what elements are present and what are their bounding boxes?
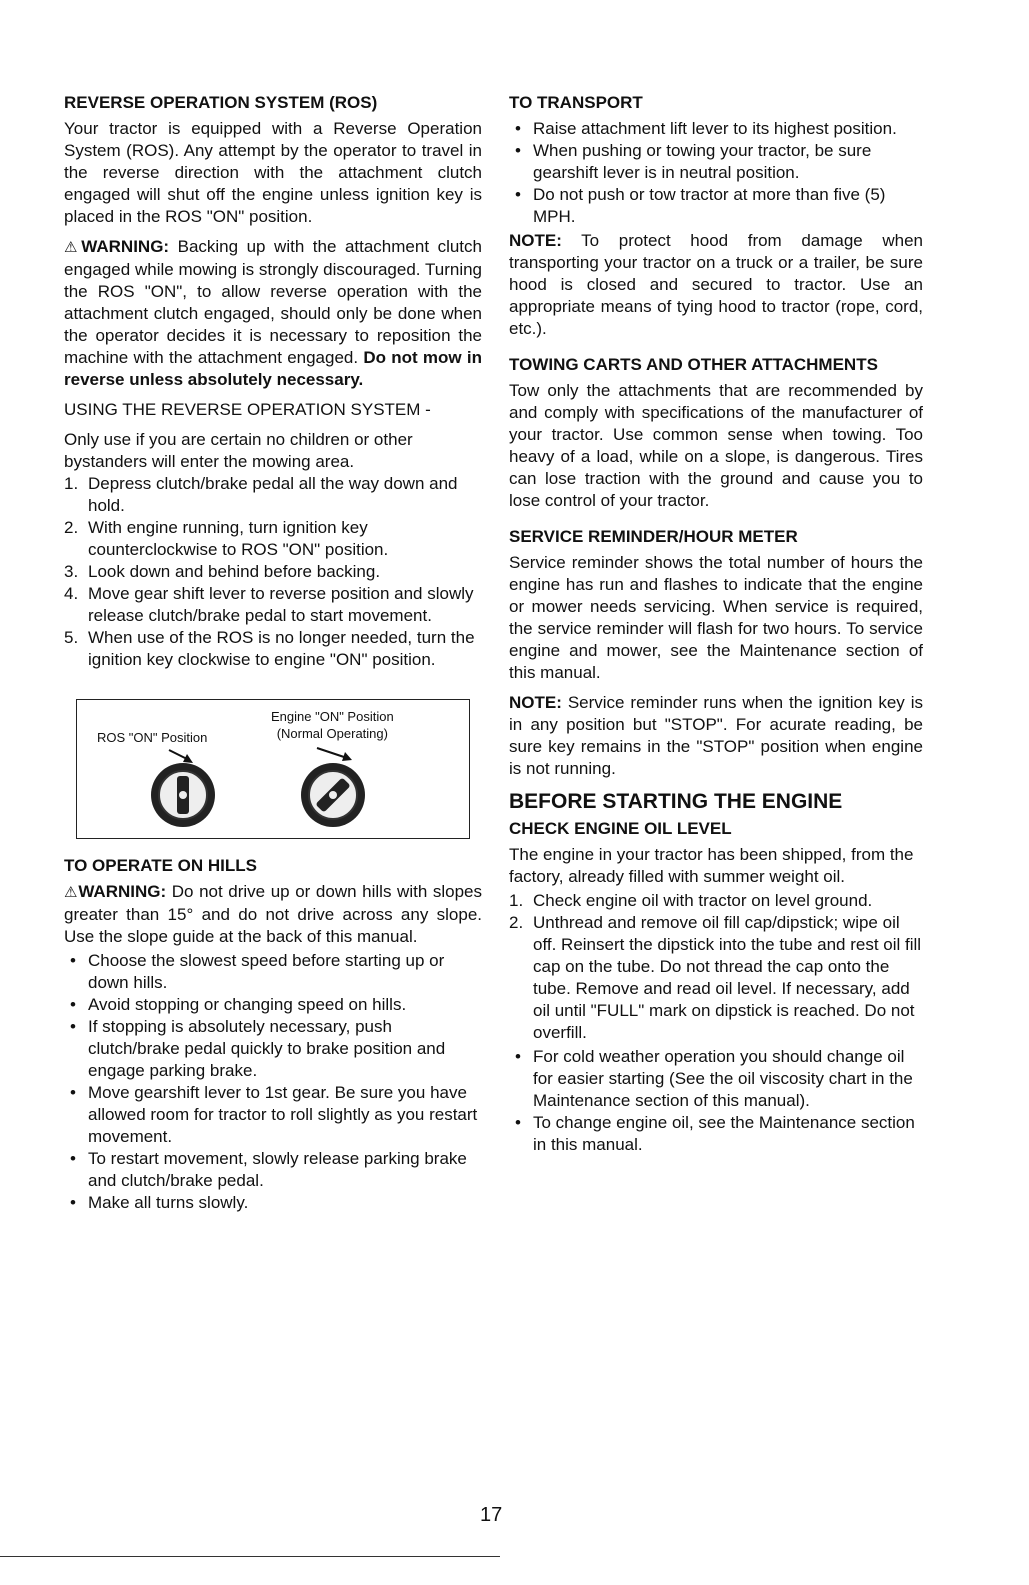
list-item: • Avoid stopping or changing speed on hills. [70, 995, 407, 1014]
warning-text: Backing up with the attachment clutch engaged while mowing is strongly discouraged. Turning the ROS "ON", to allow reverse operation with the attachment clutch engaged, should only be done when the operator decides it is necessary to reposition the machine with the attachment engaged. [64, 237, 482, 367]
check-oil-heading: CHECK ENGINE OIL LEVEL [509, 819, 732, 838]
list-item: 1. Check engine oil with tractor on level ground. [509, 891, 873, 910]
hills-bullets [64, 950, 482, 1214]
ros-heading: REVERSE OPERATION SYSTEM (ROS) [64, 93, 378, 112]
transport-bullets [509, 118, 923, 228]
warning-text: Do not drive up or down hills with slopes greater than 15° and do not drive across any slope. Use the slope guide at the back of this manual. [64, 882, 483, 946]
check-oil-steps [509, 890, 923, 1044]
ros-intro: Your tractor is equipped with a Reverse Operation System (ROS). Any attempt by the operator to travel in the reverse direction with the attachment clutch engaged will shut off the engine unless ignition key is placed in the ROS "ON" position. [64, 119, 482, 226]
arrow-icon [317, 748, 352, 761]
list-item: 4. Move gear shift lever to reverse position and slowly release clutch/brake pedal to start movement. [64, 584, 474, 625]
arrow-icon [169, 750, 193, 763]
list-item: • Raise attachment lift lever to its highest position. [515, 119, 897, 138]
list-item: 2. With engine running, turn ignition key counterclockwise to ROS "ON" position. [64, 518, 389, 559]
right-column [509, 92, 923, 1164]
warning-label: WARNING: [78, 882, 167, 901]
list-item: • To change engine oil, see the Maintenance section in this manual. [515, 1113, 915, 1154]
ros-switch-icon [151, 763, 215, 827]
before-starting-heading: BEFORE STARTING THE ENGINE [509, 790, 843, 813]
list-item: 3. Look down and behind before backing. [64, 562, 381, 581]
engine-position-label: Engine "ON" Position (Normal Operating) [271, 709, 394, 741]
hills-warning [64, 881, 482, 948]
ignition-key-figure [76, 699, 470, 839]
warning-triangle-icon: ⚠ [64, 884, 79, 901]
warning-bold-text: Do not mow in reverse unless absolutely necessary. [64, 348, 482, 389]
list-item: • To restart movement, slowly release parking brake and clutch/brake pedal. [70, 1149, 467, 1190]
list-item: • Choose the slowest speed before starting up or down hills. [70, 951, 445, 992]
page-number: 17 [480, 1504, 503, 1526]
note-text: Service reminder runs when the ignition key is in any position but "STOP". For acurate reading, be sure key remains in the "STOP" position when engine is not running. [509, 693, 923, 778]
using-ros-heading: USING THE REVERSE OPERATION SYSTEM - [64, 400, 431, 419]
note-text: To protect hood from damage when transporting your tractor on a truck or a trailer, be sure hood is closed and secured to tractor. Use an appropriate means of tying hood to tractor (rope, cord, etc.). [509, 231, 923, 338]
list-item: 1. Depress clutch/brake pedal all the way down and hold. [64, 474, 458, 515]
towing-heading: TOWING CARTS AND OTHER ATTACHMENTS [509, 355, 878, 374]
list-item: • Make all turns slowly. [70, 1193, 249, 1212]
engine-switch-icon [301, 763, 365, 827]
list-item: • For cold weather operation you should change oil for easier starting (See the oil viscosity chart in the Maintenance section of this manual). [515, 1047, 913, 1110]
transport-note [509, 230, 923, 340]
hills-heading: TO OPERATE ON HILLS [64, 856, 257, 875]
using-ros-intro: Only use if you are certain no children or other bystanders will enter the mowing area. [64, 430, 413, 471]
list-item: • If stopping is absolutely necessary, push clutch/brake pedal quickly to brake position and engage parking brake. [70, 1017, 446, 1080]
list-item: 2. Unthread and remove oil fill cap/dipstick; wipe oil off. Reinsert the dipstick into the tube and rest oil fill cap on the tube. Do not thread the cap onto the tube. Remove and read oil level. If necessary, add oil until "FULL" mark on dipstick is reached. Do not overfill. [509, 913, 922, 1042]
transport-heading: TO TRANSPORT [509, 93, 643, 112]
ignition-switch-illustration [77, 700, 469, 838]
check-oil-intro: The engine in your tractor has been shipped, from the factory, already filled with summer weight oil. [509, 845, 914, 886]
list-item: 5. When use of the ROS is no longer needed, turn the ignition key clockwise to engine "ON" position. [64, 628, 475, 669]
warning-triangle-icon: ⚠ [64, 239, 82, 256]
towing-text: Tow only the attachments that are recommended by and comply with specifications of the manufacturer of your tractor. Use common sense when towing. Too heavy of a load, while on a slope, is dangerous. Tires can lose traction with the ground and cause you to lose control of your tractor. [509, 381, 923, 510]
ros-steps-list [64, 473, 482, 671]
service-note [509, 692, 923, 780]
note-label: NOTE: [509, 231, 562, 250]
list-item: • When pushing or towing your tractor, be sure gearshift lever is in neutral position. [515, 141, 872, 182]
list-item: • Move gearshift lever to 1st gear. Be sure you have allowed room for tractor to roll slightly as you restart movement. [70, 1083, 478, 1146]
check-oil-bullets [509, 1046, 923, 1156]
footer-rule [0, 1556, 500, 1557]
warning-label: WARNING: [81, 237, 170, 256]
service-heading: SERVICE REMINDER/HOUR METER [509, 527, 798, 546]
left-column [64, 92, 482, 1222]
list-item: • Do not push or tow tractor at more than five (5) MPH. [515, 185, 886, 226]
service-text: Service reminder shows the total number of hours the engine has run and flashes to indicate that the engine or mower needs servicing. When service is required, the service reminder will flash for two hours. To service engine and mower, see the Maintenance section of this manual. [509, 553, 923, 682]
note-label: NOTE: [509, 693, 562, 712]
ros-position-label: ROS "ON" Position [97, 730, 208, 745]
ros-warning [64, 236, 482, 391]
